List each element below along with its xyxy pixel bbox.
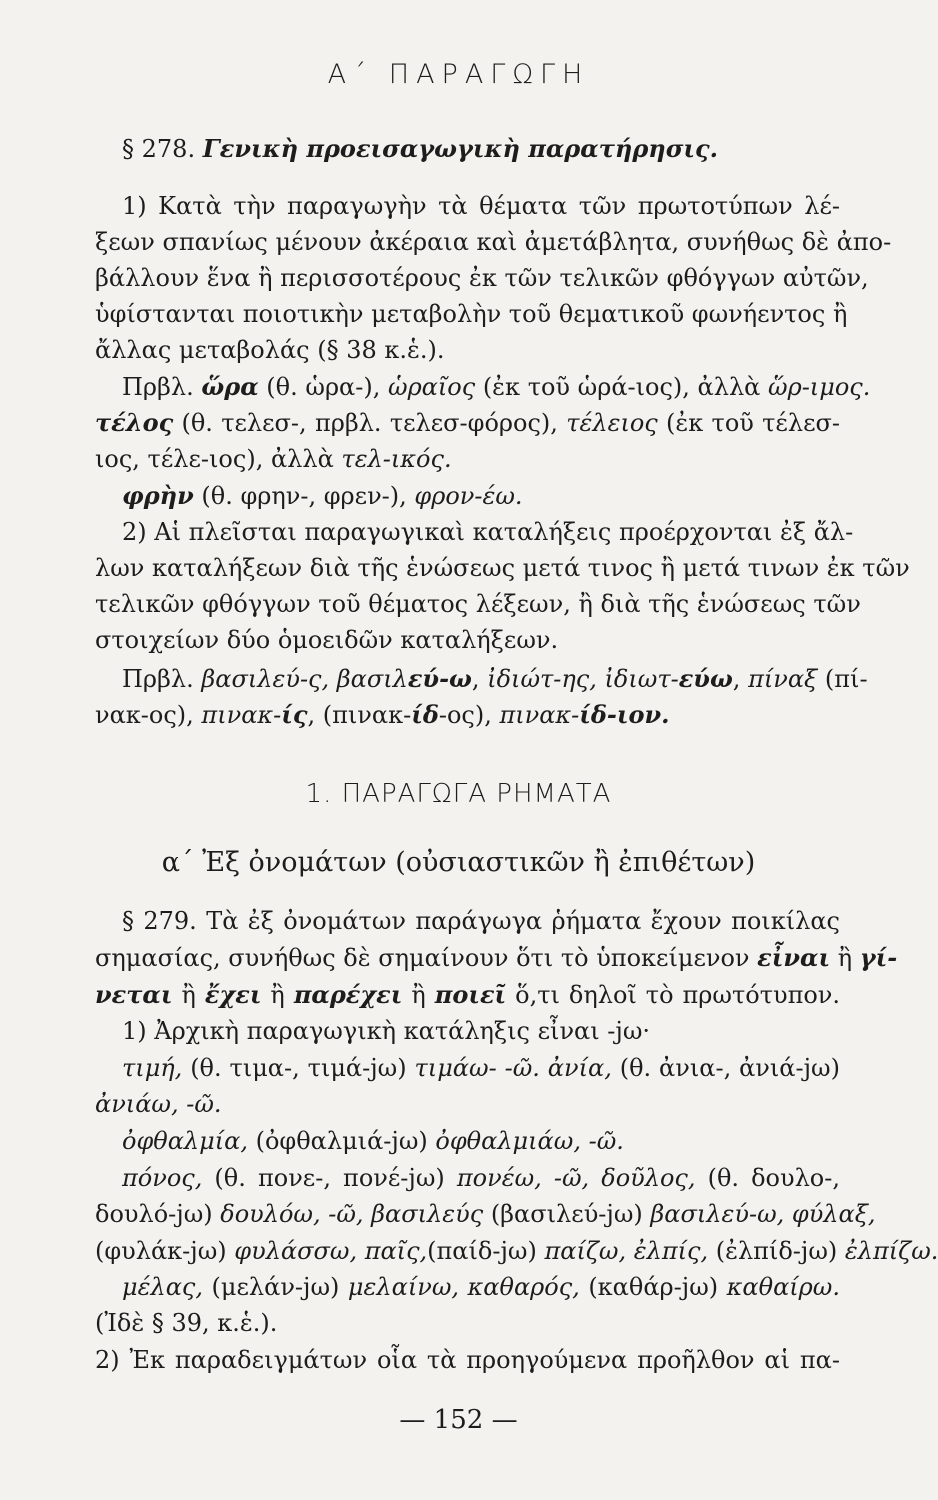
text-line: 1) Κατὰ τὴν παραγωγὴν τὰ θέματα τῶν πρωτοτύπων λέ- (122, 192, 840, 220)
example-line: πόνος, (θ. πονε-, πονέ-jω) πονέω, -ῶ, δοῦλος, (θ. δουλο-, (122, 1164, 840, 1192)
text-line: στοιχείων δύο ὁμοειδῶν καταλήξεων. (95, 626, 559, 654)
page-number: — 152 — (399, 1405, 518, 1435)
text-line: ἄλλας μεταβολάς (§ 38 κ.ἑ.). (95, 336, 445, 364)
text-line: νεται ἢ ἔχει ἢ παρέχει ἢ ποιεῖ ὅ,τι δηλοῖ τὸ πρωτότυπον. (95, 980, 841, 1009)
example-line: (φυλάκ-jω) φυλάσσω, παῖς,(παίδ-jω) παίζω, ἐλπίς, (ἐλπίδ-jω) ἐλπίζω. (95, 1237, 938, 1265)
text-line: σημασίας, συνήθως δὲ σημαίνουν ὅτι τὸ ὑποκείμενον εἶναι ἢ γί- (95, 943, 898, 972)
text-line: ὑφίστανται ποιοτικὴν μεταβολὴν τοῦ θεματικοῦ φωνήεντος ἢ (95, 300, 848, 328)
text-line: 2) Ἐκ παραδειγμάτων οἷα τὰ προηγούμενα προῆλθον αἱ πα- (95, 1346, 840, 1374)
chapter-header (0, 60, 917, 90)
text-line: βάλλουν ἕνα ἢ περισσοτέρους ἐκ τῶν τελικῶν φθόγγων αὐτῶν, (95, 264, 869, 292)
example-line: ὀφθαλμία, (ὀφθαλμιά-jω) ὀφθαλμιάω, -ῶ. (122, 1127, 624, 1155)
text-line: 1) Ἀρχικὴ παραγωγικὴ κατάληξις εἶναι -jω· (122, 1017, 651, 1045)
example-line: τέλος (θ. τελεσ-, πρβλ. τελεσ-φόρος), τέλειος (ἐκ τοῦ τέλεσ- (95, 408, 840, 437)
example-line: μέλας, (μελάν-jω) μελαίνω, καθαρός, (καθάρ-jω) καθαίρω. (122, 1273, 840, 1301)
example-line: νακ-ος), πινακ-ίς, (πινακ-ίδ-ος), πινακ-ίδ-ιον. (95, 700, 670, 729)
text-line: λων καταλήξεων διὰ τῆς ἑνώσεως μετά τινος ἢ μετά τινων ἐκ τῶν (95, 554, 910, 582)
example-line: φρὴν (θ. φρην-, φρεν-), φρον-έω. (122, 481, 523, 510)
text-line: τελικῶν φθόγγων τοῦ θέματος λέξεων, ἢ διὰ τῆς ἑνώσεως τῶν (95, 590, 861, 618)
chapter-header-text: Α΄ ΠΑΡΑΓΩΓΗ (327, 59, 590, 90)
section-heading: 1. ΠΑΡΑΓΩΓΑ ΡΗΜΑΤΑ (305, 779, 612, 809)
example-line: Πρβλ. βασιλεύ-ς, βασιλεύ-ω, ἰδιώτ-ης, ἰδιωτ-εύω, πίναξ (πί- (122, 664, 868, 693)
text-line: ξεων σπανίως μένουν ἀκέραια καὶ ἀμετάβλητα, συνήθως δὲ ἀπο- (95, 228, 892, 256)
text-line: § 279. Τὰ ἐξ ὀνομάτων παράγωγα ῥήματα ἔχουν ποικίλας (122, 907, 840, 935)
example-line: δουλό-jω) δουλόω, -ῶ, βασιλεύς (βασιλεύ-jω) βασιλεύ-ω, φύλαξ, (95, 1200, 876, 1228)
text-line: 2) Αἱ πλεῖσται παραγωγικαὶ καταλήξεις προέρχονται ἐξ ἄλ- (122, 518, 854, 546)
section-278-heading: § 278. Γενικὴ προεισαγωγικὴ παρατήρησις. (122, 134, 719, 163)
example-line: (Ἰδὲ § 39, κ.ἑ.). (95, 1309, 278, 1337)
example-line: Πρβλ. ὥρα (θ. ὡρα-), ὡραῖος (ἐκ τοῦ ὡρά-ιος), ἀλλὰ ὥρ-ιμος. (122, 372, 871, 401)
example-line: ιος, τέλε-ιος), ἀλλὰ τελ-ικός. (95, 445, 452, 473)
example-line: ἀνιάω, -ῶ. (95, 1090, 222, 1118)
subsection-heading: α΄ Ἐξ ὀνομάτων (οὐσιαστικῶν ἢ ἐπιθέτων) (161, 847, 756, 878)
section-278-title: Γενικὴ προεισαγωγικὴ παρατήρησις. (202, 134, 719, 163)
example-line: τιμή, (θ. τιμα-, τιμά-jω) τιμάω- -ῶ. ἀνία, (θ. ἀνια-, ἀνιά-jω) (122, 1054, 840, 1082)
